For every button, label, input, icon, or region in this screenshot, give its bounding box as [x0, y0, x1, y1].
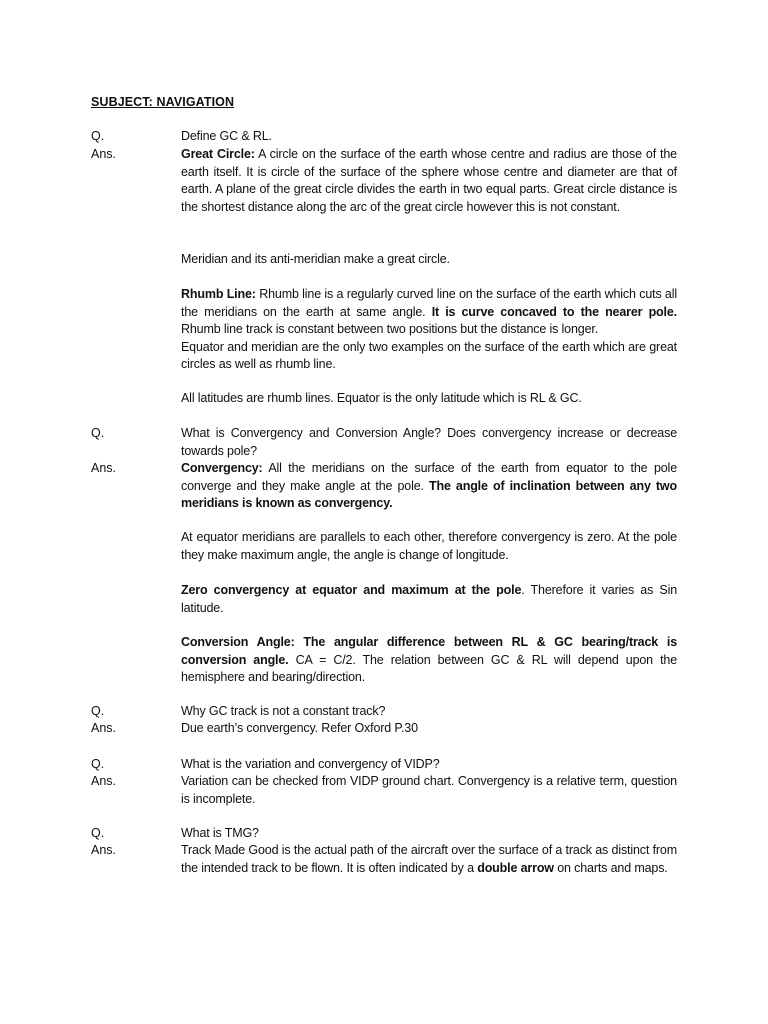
question-text: Why GC track is not a constant track? [181, 704, 386, 718]
answer-label: Ans. [91, 147, 117, 161]
double-arrow-bold: double arrow [477, 860, 554, 875]
tmg-definition: Track Made Good is the actual path of the aircraft over the surface of a track as distinct from the intended track to be flown. It is often indicated by a [181, 843, 677, 875]
answer-text: Due earth’s convergency. Refer Oxford P.30 [181, 721, 418, 735]
question-text: What is Convergency and Conversion Angle? Does convergency increase or decrease towards pole? [181, 426, 677, 458]
convergency-definition: All the meridians on the surface of the earth from equator to the pole converge and they make angle at the pole. [181, 461, 677, 493]
answer-label: Ans. [91, 843, 117, 857]
question-label: Q. [91, 757, 105, 771]
rhumb-line-track-text: Rhumb line track is constant between two positions but the distance is longer. [181, 322, 599, 336]
conversion-angle-text: CA = C/2. The relation between GC & RL will depend upon the hemisphere and bearing/direction. [181, 652, 678, 684]
answer-text: Variation can be checked from VIDP ground chart. Convergency is a relative term, question is incomplete. [181, 774, 677, 806]
convergency-bold-sentence: The angle of inclination between any two meridians is known as convergency. [181, 478, 677, 510]
answer-label: Ans. [91, 461, 117, 475]
document-subject-heading: SUBJECT: NAVIGATION [91, 95, 235, 109]
answer-text [181, 146, 677, 216]
question-label: Q. [91, 426, 105, 440]
answer-label: Ans. [91, 774, 117, 788]
equator-convergency-paragraph: At equator meridians are parallels to each other, therefore convergency is zero. At the pole they make maximum angle, the angle is change of longitude. [181, 530, 677, 562]
question-text: What is TMG? [181, 826, 259, 840]
question-text: Define GC & RL. [181, 129, 272, 143]
equator-meridian-paragraph: Equator and meridian are the only two examples on the surface of the earth which are great circles as well as rhumb line. [181, 339, 677, 371]
great-circle-definition: A circle on the surface of the earth whose centre and radius are those of the earth itself. It is circle of the surface of the sphere whose centre and diameter are that of earth. A plane of the great circle divides the earth in two equal parts. Great circle distance is the shortest distance along the arc of the great circle however this is not constant. [181, 147, 677, 214]
rhumb-line-definition: Rhumb line is a regularly curved line on the surface of the earth which cuts all the meridians on the earth at same angle. [181, 287, 677, 319]
rhumb-line-bold-sentence: It is curve concaved to the nearer pole. [431, 304, 677, 319]
question-text: What is the variation and convergency of VIDP? [181, 757, 440, 771]
term-great-circle: Great Circle: [181, 147, 255, 161]
tmg-definition-end: on charts and maps. [553, 860, 668, 875]
answer-label: Ans. [91, 721, 117, 735]
question-label: Q. [91, 826, 105, 840]
sin-latitude-text: . Therefore it varies as Sin latitude. [181, 583, 677, 615]
term-convergency: Convergency: [181, 461, 263, 475]
term-rhumb-line: Rhumb Line: [181, 287, 256, 301]
question-label: Q. [91, 704, 105, 718]
question-label: Q. [91, 129, 105, 143]
zero-convergency-bold: Zero convergency at equator and maximum at the pole [181, 583, 522, 597]
latitudes-paragraph: All latitudes are rhumb lines. Equator is the only latitude which is RL & GC. [181, 391, 582, 405]
meridian-paragraph: Meridian and its anti-meridian make a great circle. [181, 252, 450, 266]
conversion-angle-bold: Conversion Angle: The angular difference between RL & GC bearing/track is conversion angle. [181, 635, 677, 667]
